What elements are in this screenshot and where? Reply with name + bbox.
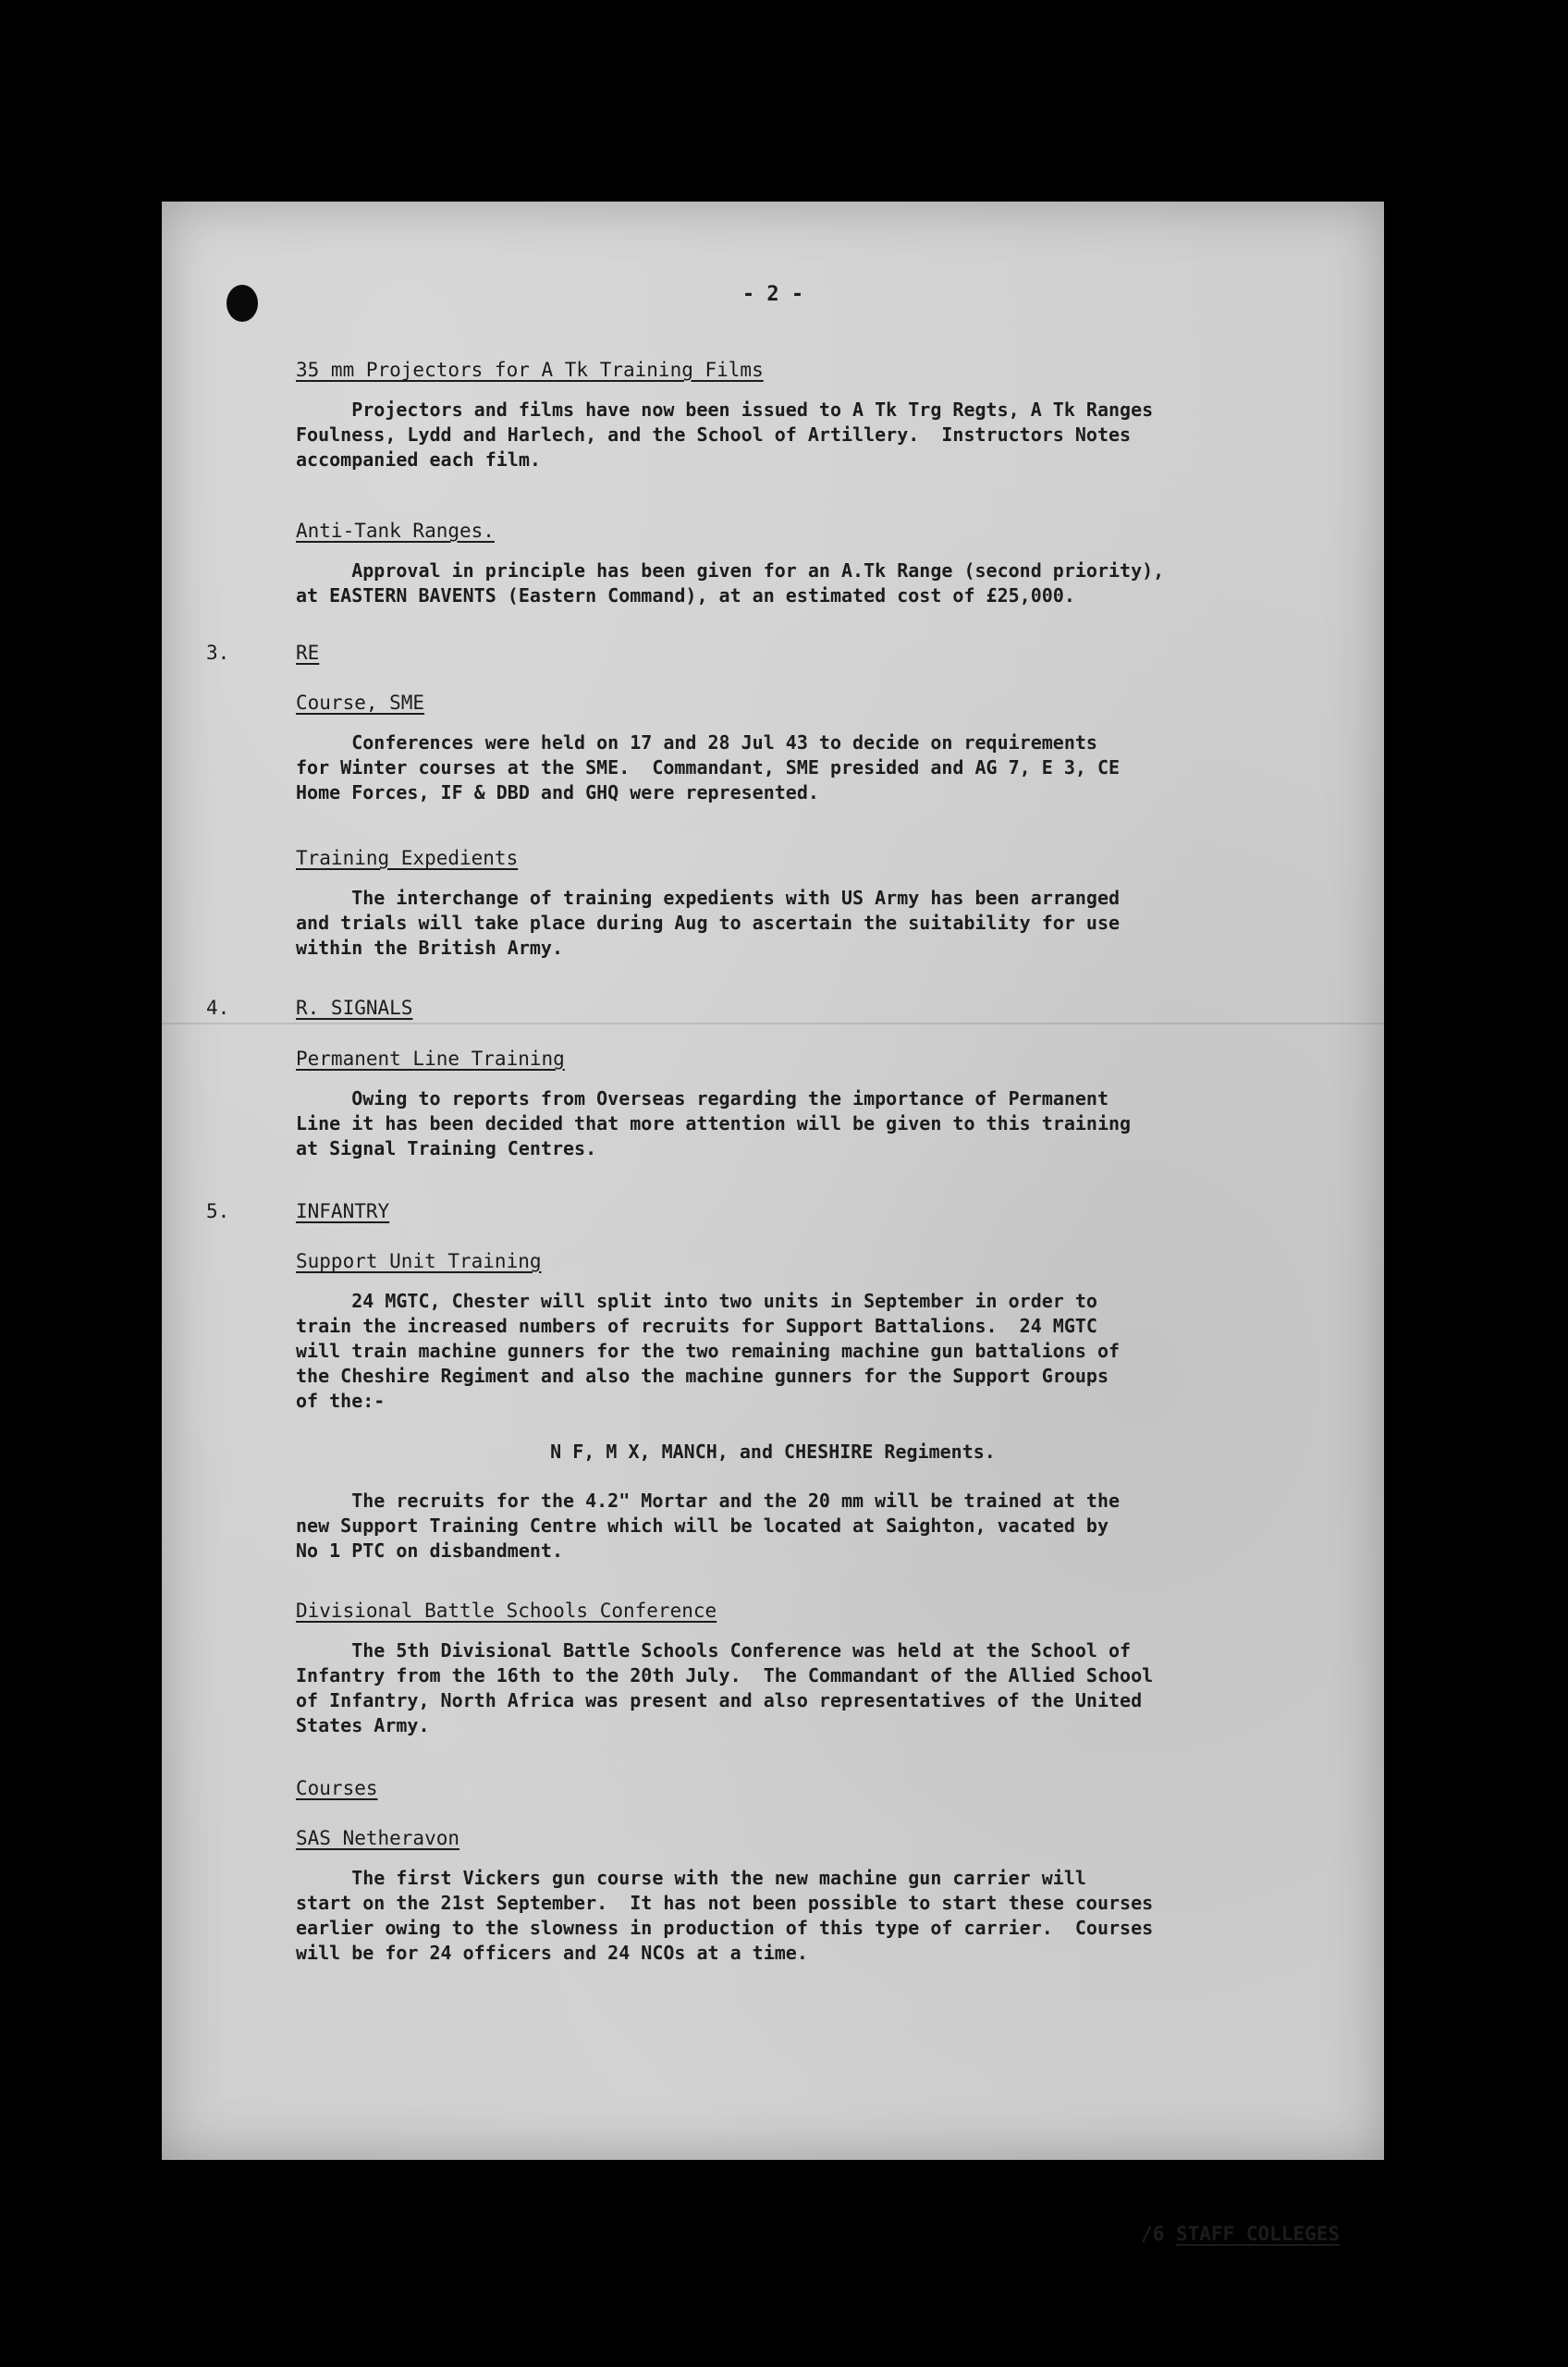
paragraph-number-3: 3.	[206, 642, 230, 664]
body-sas-netheravon: The first Vickers gun course with the new machine gun carrier will start on the 21st September. It has not been possible to start these courses earlier owing to the slowness in production of this type of carrier. Courses will be for 24 officers and 24 NCOs at a time.	[296, 1867, 1154, 1964]
heading-re: RE	[296, 642, 320, 664]
body-course-sme: Conferences were held on 17 and 28 Jul 43 to decide on requirements for Winter courses at the SME. Commandant, SME presided and AG 7, E 3, CE Home Forces, IF & DBD and GHQ were represented.	[296, 731, 1121, 803]
footer-catchword	[1141, 2223, 1340, 2245]
document-sheet	[162, 202, 1384, 2245]
heading-projectors: 35 mm Projectors for A Tk Training Films	[296, 359, 764, 381]
footer-label: STAFF COLLEGES	[1175, 2223, 1340, 2245]
body-battle-schools-conference: The 5th Divisional Battle Schools Conference was held at the School of Infantry from the 16th to the 20th July. The Commandant of the Allied School of Infantry, North Africa was present and also representatives of the United States Army.	[296, 1639, 1154, 1736]
heading-anti-tank-ranges: Anti-Tank Ranges.	[296, 520, 495, 542]
heading-courses: Courses	[296, 1777, 378, 1799]
heading-training-expedients: Training Expedients	[296, 847, 519, 869]
body-anti-tank-ranges: Approval in principle has been given for an A.Tk Range (second priority), at EASTERN BAVENTS (Eastern Command), at an estimated cost of £25,000.	[296, 559, 1165, 607]
heading-infantry: INFANTRY	[296, 1200, 390, 1222]
heading-support-unit-training: Support Unit Training	[296, 1250, 542, 1272]
body-support-unit-training: 24 MGTC, Chester will split into two units in September in order to train the increased numbers of recruits for Support Battalions. 24 MGTC will train machine gunners for the two remaining machine gun battalions of the Cheshire Regiment and also the machine gunners for the Support Groups of the:-	[296, 1290, 1121, 1412]
paragraph-number-5: 5.	[206, 1200, 230, 1222]
heading-course-sme: Course, SME	[296, 692, 425, 714]
heading-permanent-line-training: Permanent Line Training	[296, 1048, 565, 1070]
regiments-line: N F, M X, MANCH, and CHESHIRE Regiments.	[550, 1441, 996, 1463]
page-number: - 2 -	[741, 283, 804, 306]
body-permanent-line-training: Owing to reports from Overseas regarding the importance of Permanent Line it has been decided that more attention will be given to this training at Signal Training Centres.	[296, 1087, 1132, 1159]
body-training-expedients: The interchange of training expedients with US Army has been arranged and trials will take place during Aug to ascertain the suitability for use within the British Army.	[296, 887, 1121, 959]
heading-battle-schools-conference: Divisional Battle Schools Conference	[296, 1600, 717, 1622]
body-support-training-centre: The recruits for the 4.2" Mortar and the 20 mm will be trained at the new Support Training Centre which will be located at Saighton, vacated by No 1 PTC on disbandment.	[296, 1490, 1121, 1562]
heading-r-signals: R. SIGNALS	[296, 997, 413, 1019]
paragraph-number-4: 4.	[206, 997, 230, 1019]
fold-line	[162, 1023, 1384, 1024]
footer-prefix: /6	[1141, 2223, 1176, 2245]
body-projectors: Projectors and films have now been issued to A Tk Trg Regts, A Tk Ranges Foulness, Lydd and Harlech, and the School of Artillery. Instructors Notes accompanied each film.	[296, 399, 1154, 471]
heading-sas-netheravon: SAS Netheravon	[296, 1827, 460, 1849]
